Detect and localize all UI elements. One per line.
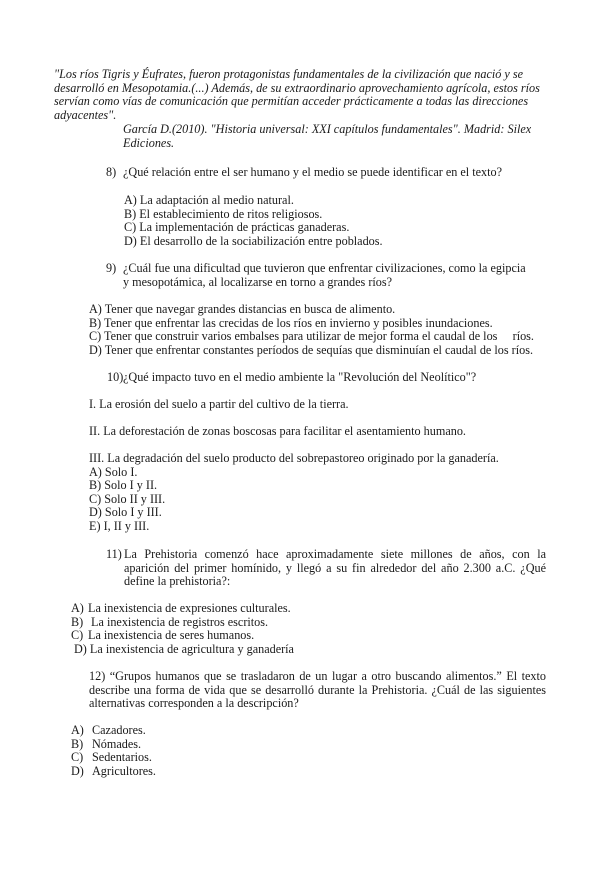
question-number: 11): [106, 547, 122, 561]
option-text: La adaptación al medio natural.: [139, 193, 294, 207]
option-d[interactable]: [71, 765, 156, 779]
option-label: B): [89, 478, 102, 493]
question-text: ¿Cuál fue una dificultad que tuvieron que enfrentar civilizaciones, como la egipcia y mesopotámica, al localizarse en torno a grandes ríos?: [123, 261, 526, 289]
option-text: La inexistencia de expresiones culturales.: [88, 601, 291, 615]
option-b[interactable]: [71, 738, 141, 752]
option-text: El desarrollo de la sociabilización entre poblados.: [139, 233, 383, 248]
option-d[interactable]: [89, 506, 162, 520]
option-text: Nómades.: [92, 736, 142, 751]
option-text: Solo I y III.: [104, 505, 162, 520]
option-text: La inexistencia de seres humanos.: [88, 628, 255, 643]
question-text: La Prehistoria comenzó hace aproximadamente siete millones de años, con la aparición del primer homínido, y llegó a su fin alrededor del año 2.300 a.C. ¿Qué define la prehistoria?:: [124, 547, 546, 589]
statement-ii: II. La deforestación de zonas boscosas para facilitar el asentamiento humano.: [89, 424, 466, 438]
option-text: La inexistencia de registros escritos.: [88, 614, 269, 629]
question-number: 12): [89, 669, 106, 683]
option-text: I, II y III.: [103, 519, 150, 533]
option-text: La implementación de prácticas ganaderas.: [139, 220, 350, 235]
option-text: Agricultores.: [92, 763, 156, 778]
option-text: Cazadores.: [92, 723, 146, 737]
option-d[interactable]: [124, 235, 383, 249]
option-label: B): [71, 736, 84, 751]
source-quote: "Los ríos Tigris y Éufrates, fueron protagonistas fundamentales de la civilización que nació y se desarrolló en Mesopotamia.(...) Además, de su extraordinario aprovechamiento agrícola, estos ríos servían como vías de comunicación que permitían acceder prácticamente a todas las direcciones adyacentes".: [54, 67, 540, 122]
option-a[interactable]: [89, 466, 137, 480]
option-label: A): [71, 601, 84, 615]
option-b[interactable]: [71, 616, 268, 630]
option-b[interactable]: [89, 479, 157, 493]
option-text: Sedentarios.: [92, 750, 152, 765]
option-text: Solo I.: [104, 464, 138, 479]
option-label: C): [124, 220, 137, 235]
option-label: D): [89, 505, 102, 520]
option-d[interactable]: [89, 344, 533, 358]
option-b[interactable]: [89, 317, 493, 331]
option-text: Tener que construir varios embalses para utilizar de mejor forma el caudal de los ríos.: [104, 329, 534, 344]
option-text: Solo II y III.: [104, 491, 166, 506]
option-label: C): [89, 329, 102, 344]
option-label: B): [71, 614, 84, 629]
option-a[interactable]: [124, 194, 294, 208]
statement-i: I. La erosión del suelo a partir del cultivo de la tierra.: [89, 397, 349, 411]
statement-iii: III. La degradación del suelo producto del sobrepastoreo originado por la ganadería.: [89, 451, 499, 465]
option-d[interactable]: [74, 643, 294, 657]
option-label: A): [124, 193, 137, 207]
question-text: ¿Qué impacto tuvo en el medio ambiente la "Revolución del Neolítico"?: [123, 370, 477, 384]
question-number: 9): [106, 261, 117, 275]
source-citation: García D.(2010). "Historia universal: XXI capítulos fundamentales". Madrid: Silex Ediciones.: [123, 122, 532, 150]
option-c[interactable]: [89, 493, 165, 507]
option-text: El establecimiento de ritos religiosos.: [139, 206, 323, 221]
option-a[interactable]: [71, 724, 146, 738]
option-label: D): [74, 641, 87, 656]
option-label: C): [71, 628, 84, 643]
option-text: Solo I y II.: [104, 478, 158, 493]
question-text: 12) “Grupos humanos que se trasladaron de un lugar a otro buscando alimentos.” El texto describe una forma de vida que se desarrolló durante la Prehistoria. ¿Cuál de las siguientes alternativas corresponden a la descripción?: [89, 669, 546, 711]
option-label: D): [71, 763, 84, 778]
option-label: D): [124, 233, 137, 248]
option-c[interactable]: [71, 751, 152, 765]
option-text: Tener que enfrentar constantes períodos de sequías que disminuían el caudal de los ríos.: [104, 342, 533, 357]
option-a[interactable]: [71, 602, 291, 616]
option-label: D): [89, 342, 102, 357]
option-c[interactable]: [71, 629, 254, 643]
option-label: B): [124, 206, 137, 221]
option-text: La inexistencia de agricultura y ganadería: [89, 641, 294, 656]
option-c[interactable]: [124, 221, 349, 235]
option-label: A): [89, 302, 102, 316]
option-label: C): [89, 491, 102, 506]
option-e[interactable]: [89, 520, 149, 534]
option-a[interactable]: [89, 303, 395, 317]
question-number: 10): [107, 370, 124, 384]
option-b[interactable]: [124, 208, 322, 222]
option-label: B): [89, 315, 102, 330]
option-label: A): [89, 464, 102, 479]
option-label: A): [71, 723, 84, 737]
option-text: Tener que navegar grandes distancias en busca de alimento.: [104, 302, 396, 316]
question-text: ¿Qué relación entre el ser humano y el medio se puede identificar en el texto?: [123, 165, 503, 179]
option-text: Tener que enfrentar las crecidas de los ríos en invierno y posibles inundaciones.: [104, 315, 493, 330]
option-label: C): [71, 750, 84, 765]
option-label: E): [89, 519, 101, 533]
option-c[interactable]: [89, 330, 534, 344]
question-number: 8): [106, 165, 117, 179]
